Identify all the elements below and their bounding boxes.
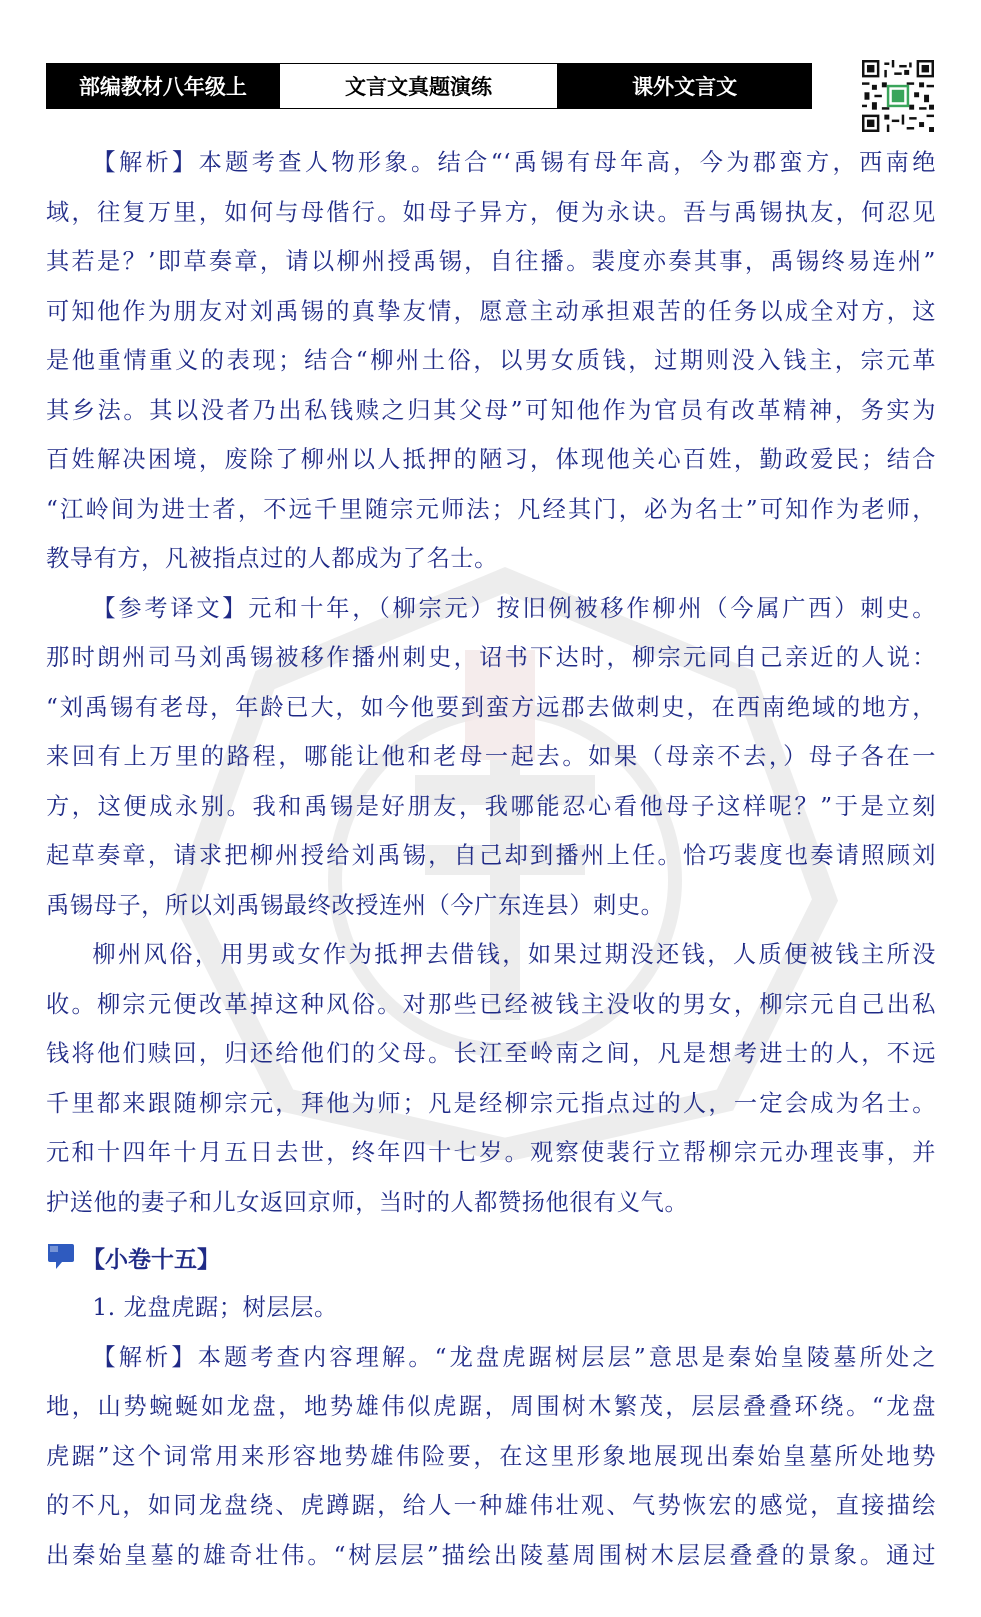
text-line: 来回有上万里的路程，哪能让他和老母一起去。如果（母亲不去，）母子各在一: [46, 743, 936, 770]
text-line: 收。柳宗元便改革掉这种风俗。对那些已经被钱主没收的男女，柳宗元自己出私: [46, 990, 936, 1018]
text-line: 出秦始皇墓的雄奇壮伟。“树层层”描绘出陵墓周围树木层层叠叠的景象。通过: [46, 1541, 936, 1569]
text-line: 那时朗州司马刘禹锡被移作播州刺史，诏书下达时，柳宗元同自己亲近的人说：: [46, 644, 936, 671]
text-line: 【解析】本题考查人物形象。结合“‘禹锡有母年高，今为郡蛮方，西南绝: [92, 149, 936, 176]
section-header: [46, 1231, 936, 1283]
text-line: 是他重情重义的表现；结合“柳州土俗，以男女质钱，过期则没入钱主，宗元革: [46, 347, 936, 374]
text-line: 其若是？’即草奏章，请以柳州授禹锡，自往播。裴度亦奏其事，禹锡终易连州”: [46, 248, 936, 275]
text-line: 的不凡，如同龙盘绕、虎蹲踞，给人一种雄伟壮观、气势恢宏的感觉，直接描绘: [46, 1492, 936, 1519]
text-line: 其乡法。其以没者乃出私钱赎之归其父母”可知他作为官员有改革精神，务实为: [46, 396, 936, 424]
text-line: 【参考译文】元和十年，（柳宗元）按旧例被移作柳州（今属广西）刺史。: [92, 594, 936, 622]
qr-code-icon: [862, 60, 934, 132]
header-title: 文言文真题演练: [279, 64, 559, 108]
answer-1: 1. 龙盘虎踞；树层层。: [92, 1294, 338, 1321]
text-line: 钱将他们赎回，归还给他们的父母。长江至岭南之间，凡是想考进士的人，不远: [46, 1040, 936, 1067]
text-line: 起草奏章，请求把柳州授给刘禹锡，自己却到播州上任。恰巧裴度也奏请照顾刘: [46, 842, 936, 869]
header-bar: [46, 63, 812, 109]
analysis-paragraph-1: [46, 138, 936, 584]
text-line: 百姓解决困境，废除了柳州以人抵押的陋习，体现他关心百姓，勤政爱民；结合: [46, 446, 936, 473]
text-line: 地，山势蜿蜒如龙盘，地势雄伟似虎踞，周围树木繁茂，层层叠叠环绕。“龙盘: [46, 1393, 936, 1420]
text-line: 护送他的妻子和儿女返回京师，当时的人都赞扬他很有义气。: [46, 1188, 689, 1216]
section-title: 【小卷十五】: [82, 1246, 220, 1273]
text-line: 元和十四年十月五日去世，终年四十七岁。观察使裴行立帮柳宗元办理丧事，并: [46, 1139, 936, 1166]
text-line: 域，往复万里，如何与母偕行。如母子异方，便为永诀。吾与禹锡执友，何忍见: [46, 198, 936, 226]
text-line: “江岭间为进士者，不远千里随宗元师法；凡经其门，必为名士”可知作为老师，: [46, 495, 936, 523]
document-body: [46, 138, 936, 1580]
analysis-paragraph-2: [46, 1333, 936, 1581]
text-line: 教导有方，凡被指点过的人都成为了名士。: [46, 545, 498, 572]
translation-paragraph-1: [46, 584, 936, 931]
header-category: 课外文言文: [558, 64, 811, 108]
text-line: 柳州风俗，用男或女作为抵押去借钱，如果过期没还钱，人质便被钱主所没: [92, 941, 936, 968]
chat-bubble-icon: [46, 1242, 76, 1272]
text-line: “刘禹锡有老母，年龄已大，如今他要到蛮方远郡去做刺史，在西南绝域的地方，: [46, 693, 936, 721]
text-line: 禹锡母子，所以刘禹锡最终改授连州（今广东连县）刺史。: [46, 891, 665, 919]
translation-paragraph-2: [46, 930, 936, 1227]
text-line: 可知他作为朋友对刘禹锡的真挚友情，愿意主动承担艰苦的任务以成全对方，这: [46, 297, 936, 325]
text-line: 方，这便成永别。我和禹锡是好朋友，我哪能忍心看他母子这样呢？”于是立刻: [46, 792, 936, 820]
text-line: 【解析】本题考查内容理解。“龙盘虎踞树层层”意思是秦始皇陵墓所处之: [92, 1343, 936, 1371]
text-line: 虎踞”这个词常用来形容地势雄伟险要，在这里形象地展现出秦始皇墓所处地势: [46, 1442, 936, 1470]
header-grade: 部编教材八年级上: [47, 64, 279, 108]
text-line: 千里都来跟随柳宗元，拜他为师；凡是经柳宗元指点过的人，一定会成为名士。: [46, 1089, 936, 1117]
